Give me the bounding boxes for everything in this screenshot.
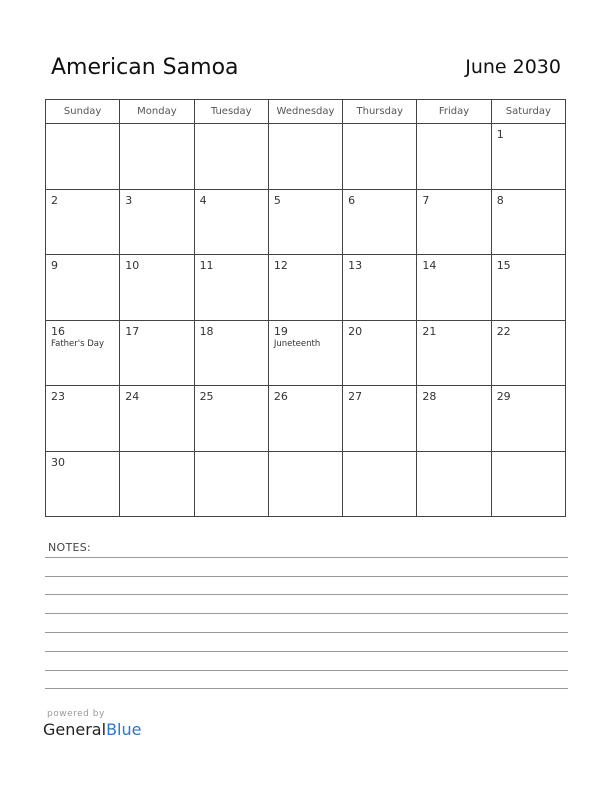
day-number: 1 bbox=[496, 128, 504, 141]
brand-blue-text: Blue bbox=[106, 720, 142, 739]
day-number: 20 bbox=[348, 324, 363, 338]
calendar-day-cell bbox=[417, 124, 491, 190]
calendar-week-row bbox=[46, 386, 566, 452]
day-number: 3 bbox=[125, 193, 133, 207]
calendar-day-cell bbox=[120, 124, 194, 190]
calendar-day-cell bbox=[343, 451, 417, 517]
day-number bbox=[269, 452, 342, 456]
notes-line bbox=[45, 594, 568, 595]
calendar-week-row bbox=[46, 124, 566, 190]
calendar-day-cell bbox=[194, 255, 268, 321]
calendar-day-cell bbox=[268, 320, 342, 386]
notes-line bbox=[45, 632, 568, 633]
calendar-country-title: American Samoa bbox=[51, 55, 239, 80]
weekday-header: Wednesday bbox=[268, 100, 342, 124]
calendar-week-row bbox=[46, 320, 566, 386]
weekday-header: Thursday bbox=[343, 100, 417, 124]
calendar-day-cell bbox=[194, 189, 268, 255]
calendar-day-cell bbox=[417, 386, 491, 452]
day-number bbox=[343, 452, 416, 456]
day-number: 23 bbox=[51, 390, 65, 403]
day-number: 15 bbox=[496, 259, 511, 272]
day-number: 4 bbox=[199, 193, 207, 207]
calendar-day-cell bbox=[491, 189, 565, 255]
holiday-label: Juneteenth bbox=[273, 338, 321, 349]
day-number bbox=[120, 124, 193, 128]
day-number: 9 bbox=[51, 259, 58, 272]
notes-line bbox=[45, 651, 568, 652]
calendar-day-cell bbox=[343, 124, 417, 190]
weekday-header: Sunday bbox=[46, 100, 120, 124]
calendar-day-cell bbox=[491, 124, 565, 190]
day-number bbox=[120, 452, 193, 456]
calendar-day-cell bbox=[343, 386, 417, 452]
calendar-day-cell bbox=[46, 255, 120, 321]
calendar-day-cell bbox=[120, 451, 194, 517]
day-number bbox=[343, 124, 416, 128]
weekday-header-row bbox=[46, 100, 566, 124]
notes-line bbox=[45, 557, 568, 558]
holiday-label: Father's Day bbox=[51, 338, 105, 349]
day-number: 7 bbox=[422, 193, 430, 207]
weekday-header: Tuesday bbox=[194, 100, 268, 124]
calendar-day-cell bbox=[46, 189, 120, 255]
notes-label: NOTES: bbox=[48, 541, 92, 554]
powered-by-text: powered by bbox=[47, 709, 105, 719]
day-number bbox=[195, 452, 268, 456]
calendar-day-cell bbox=[194, 451, 268, 517]
weekday-header: Monday bbox=[120, 100, 194, 124]
calendar-day-cell bbox=[417, 320, 491, 386]
calendar-week-row bbox=[46, 451, 566, 517]
day-number: 13 bbox=[348, 259, 363, 272]
day-number: 19 bbox=[273, 324, 288, 338]
day-number: 5 bbox=[273, 193, 281, 207]
day-number: 8 bbox=[496, 193, 504, 207]
calendar-day-cell bbox=[417, 189, 491, 255]
notes-line bbox=[45, 613, 568, 614]
day-number: 10 bbox=[125, 259, 140, 272]
day-number bbox=[46, 124, 119, 128]
weekday-header: Friday bbox=[417, 100, 491, 124]
day-number: 11 bbox=[199, 259, 214, 272]
calendar-day-cell bbox=[120, 386, 194, 452]
day-number: 21 bbox=[422, 324, 437, 338]
calendar-day-cell bbox=[120, 189, 194, 255]
calendar-day-cell bbox=[120, 320, 194, 386]
notes-line bbox=[45, 688, 568, 689]
calendar-day-cell bbox=[120, 255, 194, 321]
calendar-day-cell bbox=[268, 451, 342, 517]
day-number: 12 bbox=[273, 259, 288, 272]
day-number: 2 bbox=[51, 193, 58, 207]
calendar-day-cell bbox=[268, 255, 342, 321]
day-number bbox=[195, 124, 268, 128]
calendar-day-cell bbox=[268, 124, 342, 190]
calendar-day-cell bbox=[343, 320, 417, 386]
day-number: 25 bbox=[199, 390, 214, 403]
calendar-day-cell bbox=[194, 386, 268, 452]
calendar-day-cell bbox=[491, 451, 565, 517]
calendar-day-cell bbox=[491, 386, 565, 452]
calendar-week-row bbox=[46, 189, 566, 255]
day-number: 18 bbox=[199, 324, 214, 338]
calendar-day-cell bbox=[343, 189, 417, 255]
day-number: 24 bbox=[125, 390, 140, 403]
day-number bbox=[417, 452, 490, 456]
day-number: 27 bbox=[348, 390, 363, 403]
day-number bbox=[492, 452, 565, 456]
day-number: 17 bbox=[125, 324, 140, 338]
calendar-month-title: June 2030 bbox=[465, 56, 561, 78]
day-number: 28 bbox=[422, 390, 437, 403]
brand-general-text: General bbox=[43, 720, 107, 739]
day-number bbox=[417, 124, 490, 128]
notes-line bbox=[45, 576, 568, 577]
day-number: 30 bbox=[51, 455, 65, 469]
calendar-day-cell bbox=[46, 386, 120, 452]
day-number: 16 bbox=[51, 324, 65, 338]
calendar-day-cell bbox=[46, 320, 120, 386]
day-number: 14 bbox=[422, 259, 437, 272]
calendar-day-cell bbox=[417, 451, 491, 517]
day-number bbox=[269, 124, 342, 128]
calendar-day-cell bbox=[194, 320, 268, 386]
calendar-day-cell bbox=[46, 124, 120, 190]
calendar-week-row bbox=[46, 255, 566, 321]
notes-line bbox=[45, 670, 568, 671]
weekday-header: Saturday bbox=[491, 100, 565, 124]
calendar-day-cell bbox=[46, 451, 120, 517]
day-number: 6 bbox=[348, 193, 356, 207]
calendar-day-cell bbox=[417, 255, 491, 321]
generalblue-logo[interactable] bbox=[43, 720, 141, 739]
day-number: 26 bbox=[273, 390, 288, 403]
calendar-day-cell bbox=[491, 255, 565, 321]
calendar-day-cell bbox=[268, 189, 342, 255]
day-number: 22 bbox=[496, 324, 511, 338]
calendar-day-cell bbox=[268, 386, 342, 452]
calendar-day-cell bbox=[491, 320, 565, 386]
day-number: 29 bbox=[496, 390, 511, 403]
calendar-day-cell bbox=[194, 124, 268, 190]
calendar-day-cell bbox=[343, 255, 417, 321]
calendar-grid bbox=[45, 99, 566, 517]
